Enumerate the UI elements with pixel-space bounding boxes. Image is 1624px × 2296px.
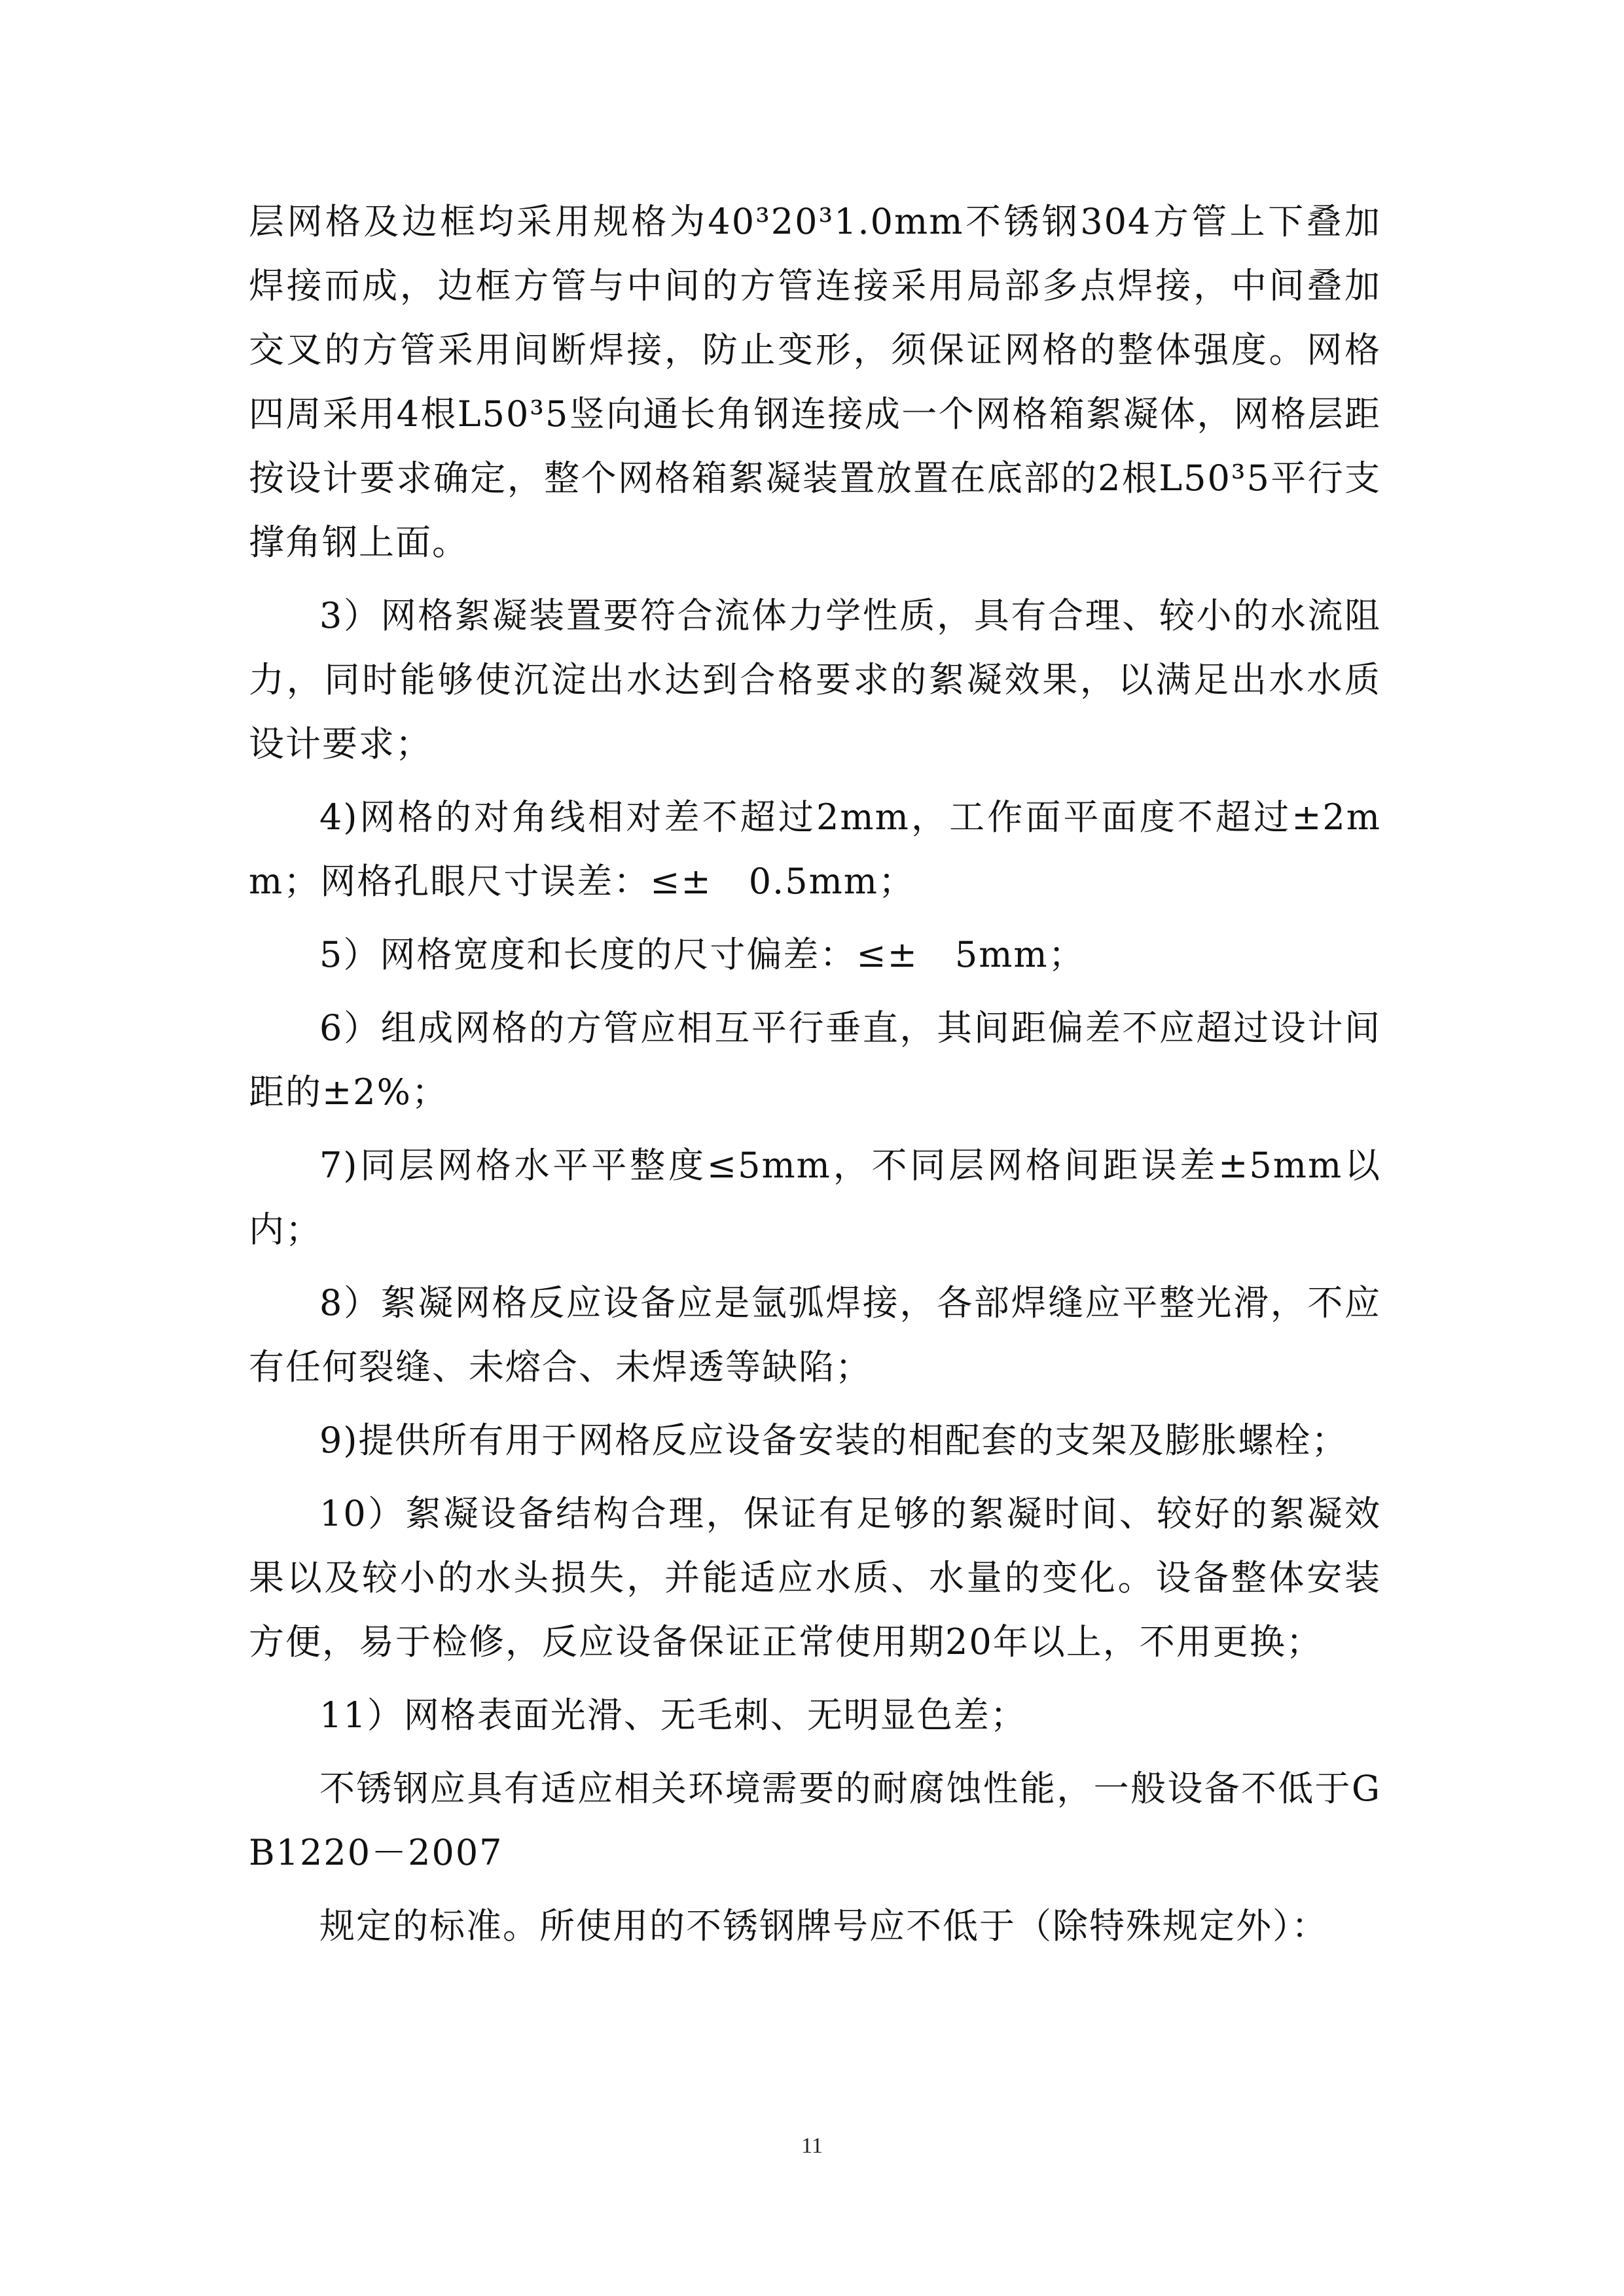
paragraph-grid-construction: 层网格及边框均采用规格为40³20³1.0mm不锈钢304方管上下叠加焊接而成，边框方管与中间的方管连接采用局部多点焊接，中间叠加交叉的方管采用间断焊接，防止变形，须保证网格的整体强度。网格四周采用4根L50³5竖向通长角钢连接成一个网格箱絮凝体，网格层距按设计要求确定，整个网格箱絮凝装置放置在底部的2根L50³5平行支撑角钢上面。 xyxy=(249,201,1381,563)
paragraph-item-7: 7)同层网格水平平整度≤5mm，不同层网格间距误差±5mm以内； xyxy=(249,1145,1381,1250)
paragraph-item-11: 11）网格表面光滑、无毛刺、无明显色差； xyxy=(319,1695,1027,1736)
paragraph-item-10: 10）絮凝设备结构合理，保证有足够的絮凝时间、较好的絮凝效果以及较小的水头损失，并能适应水质、水量的变化。设备整体安装方便，易于检修，反应设备保证正常使用期20年以上，不用更换； xyxy=(249,1493,1381,1662)
paragraph-item-5: 5）网格宽度和长度的尺寸偏差：≤± 5mm； xyxy=(319,934,1085,975)
paragraph-item-8: 8）絮凝网格反应设备应是氩弧焊接，各部焊缝应平整光滑，不应有任何裂缝、未熔合、未焊透等缺陷； xyxy=(249,1282,1381,1388)
document-body xyxy=(249,190,1381,1958)
paragraph-stainless-requirement: 不锈钢应具有适应相关环境需要的耐腐蚀性能，一般设备不低于GB1220－2007 xyxy=(249,1768,1381,1873)
page-number: 11 xyxy=(801,2134,823,2158)
paragraph-item-6: 6）组成网格的方管应相互平行垂直，其间距偏差不应超过设计间距的±2%； xyxy=(249,1007,1381,1113)
paragraph-item-3: 3）网格絮凝装置要符合流体力学性质，具有合理、较小的水流阻力，同时能够使沉淀出水达到合格要求的絮凝效果，以满足出水水质设计要求； xyxy=(249,595,1381,764)
paragraph-item-4: 4)网格的对角线相对差不超过2mm，工作面平面度不超过±2mm；网格孔眼尺寸误差：≤± 0.5mm； xyxy=(249,797,1381,902)
paragraph-item-9: 9)提供所有用于网格反应设备安装的相配套的支架及膨胀螺栓； xyxy=(319,1420,1348,1461)
paragraph-stainless-grade: 规定的标准。所使用的不锈钢牌号应不低于（除特殊规定外）： xyxy=(319,1905,1328,1946)
